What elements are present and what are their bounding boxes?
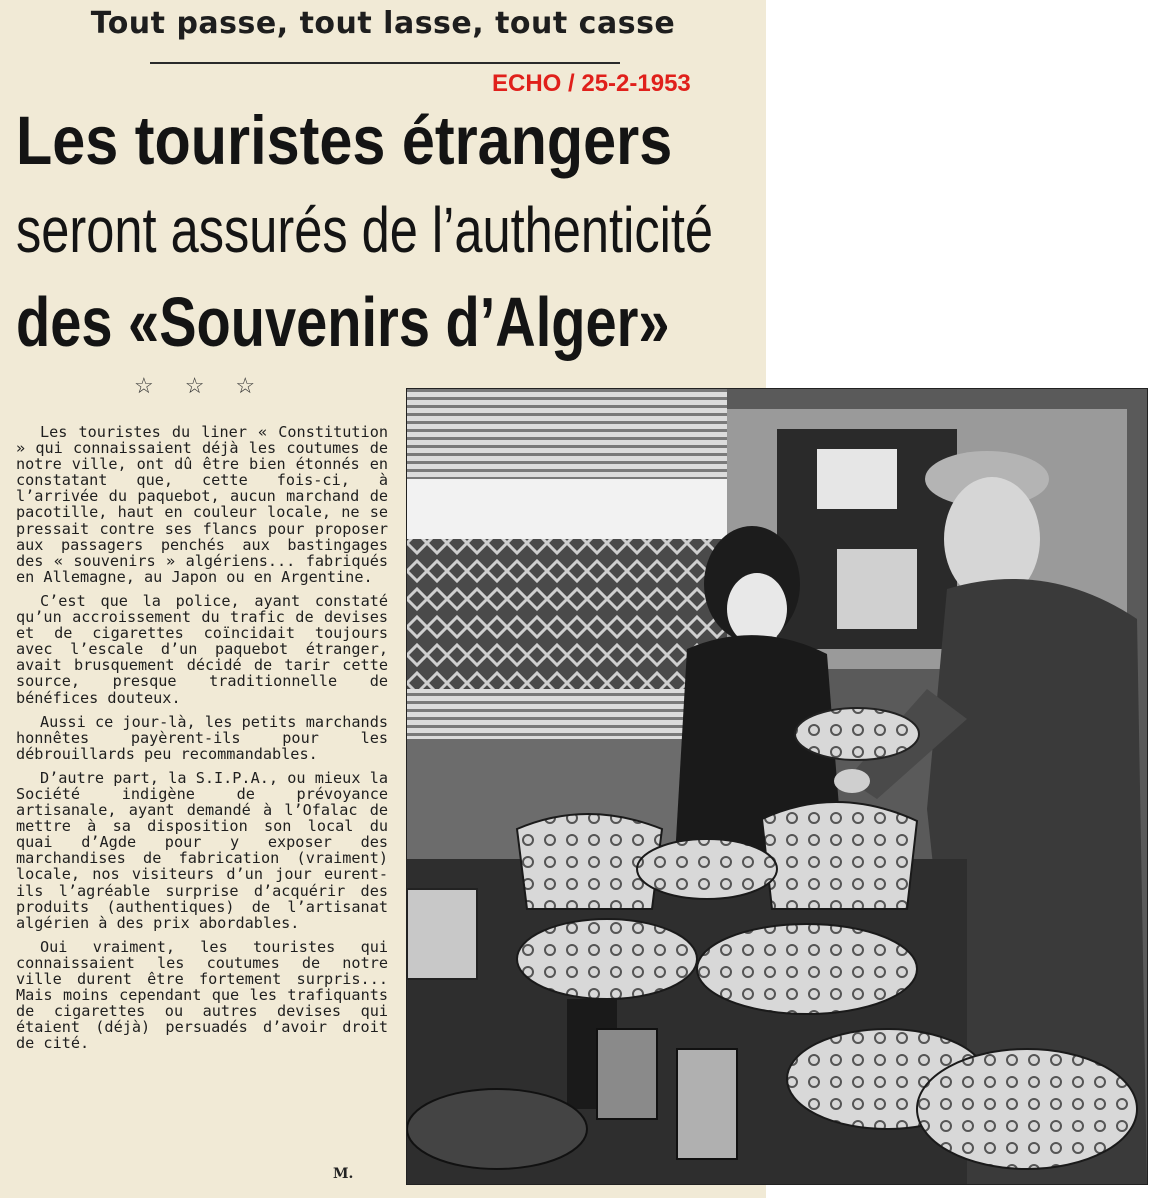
article-paragraph-5: Oui vraiment, les touristes qui connaissaient les coutumes de notre ville durent être fortement surpris... Mais moins cependant que les trafiquants de cigarettes ou autres devises qui étaient (déjà) persuadés d’avoir droit de cité. [16,937,388,1053]
market-stall-photo [406,388,1148,1185]
kicker-rule [150,62,620,64]
kicker-headline: Tout passe, tout lasse, tout casse [90,6,676,41]
headline-line-3: des «Souvenirs d’Alger» [16,283,670,361]
star-separator: ☆ ☆ ☆ [134,374,268,399]
article-body [16,424,388,1059]
source-stamp: ECHO / 25-2-1953 [492,70,691,97]
headline-line-2: seront assurés de l’authenticité [16,194,714,266]
article-paragraph-1: Les touristes du liner « Constitution » qui connaissaient déjà les coutumes de notre ville, ont dû être bien étonnés en constatant que, cette fois-ci, à l’arrivée du paquebot, aucun marchand de pacotille, haut en couleur locale, ne se pressait contre ses flancs pour proposer aux passagers penchés aux bastingages des « souvenirs » algériens... fabriqués en Allemagne, au Japon ou en Argentine. [16,423,388,586]
headline-line-1: Les touristes étrangers [16,102,673,179]
article-paragraph-4: D’autre part, la S.I.P.A., ou mieux la Société indigène de prévoyance artisanale, ayant demandé à l’Ofalac de mettre à sa disposition son local du quai d’Agde pour y exposer des marchandises de fabrication (vraiment) locale, nos visiteurs d’un jour eurent-ils l’agréable surprise d’acquérir des produits (authentiques) de l’artisanat algérien à des prix abordables. [16,768,388,932]
article-paragraph-2: C’est que la police, ayant constaté qu’un accroissement du trafic de devises et de cigarettes coïncidait toujours avec l’escale d’un paquebot étranger, avait brusquement décidé de tarir cette source, presque traditionnelle de bénéfices douteux. [16,591,388,707]
author-signature: M. [333,1166,354,1182]
article-paragraph-3: Aussi ce jour-là, les petits marchands honnêtes payèrent-ils pour les débrouillards peu recommandables. [16,712,388,763]
